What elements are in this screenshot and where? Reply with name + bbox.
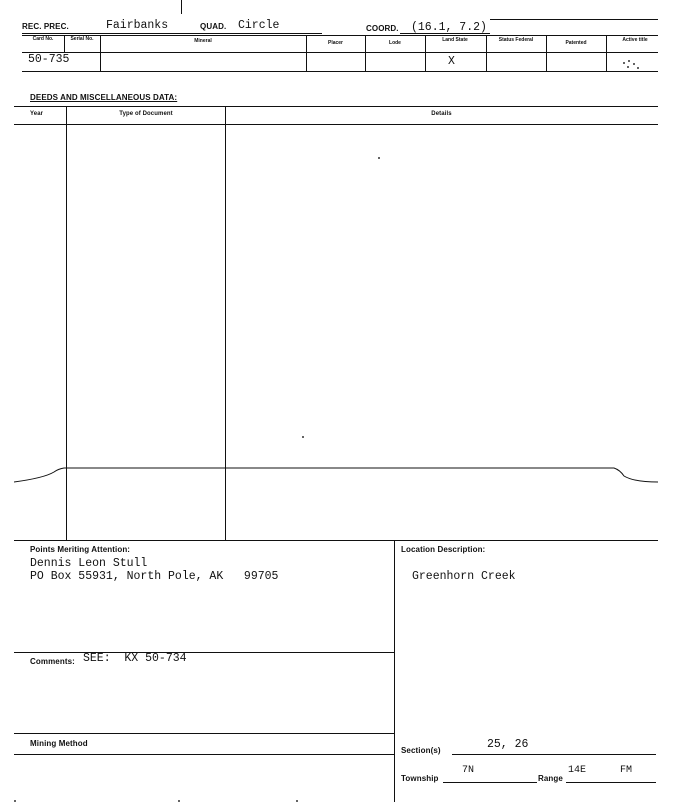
card-no-value: 50-735	[28, 53, 70, 66]
points-bottom-rule	[14, 652, 394, 653]
points-line-1: Dennis Leon Stull	[30, 557, 148, 570]
quad-value: Circle	[238, 19, 280, 32]
section-underline	[452, 754, 656, 755]
range-label: Range	[538, 774, 563, 783]
col-year: Year	[30, 111, 44, 117]
coord-label: COORD.	[366, 24, 399, 33]
coord-value: (16.1, 7.2)	[411, 21, 487, 34]
township-underline	[443, 782, 537, 783]
mining-method-label: Mining Method	[30, 739, 88, 748]
col-active-title: Active title	[622, 37, 648, 43]
bottom-divider	[394, 540, 395, 802]
stray-mark	[296, 800, 298, 802]
mining-bottom-rule	[14, 754, 394, 755]
section-label: Section(s)	[401, 746, 441, 755]
range-underline	[566, 782, 656, 783]
header-underline-left	[22, 33, 322, 34]
col-patented: Patented	[565, 40, 587, 46]
coord-underline	[400, 33, 490, 34]
rec-prec-value: Fairbanks	[106, 19, 169, 32]
location-value: Greenhorn Creek	[412, 570, 516, 583]
col-mineral: Mineral	[194, 38, 212, 44]
col-placer: Placer	[327, 40, 343, 46]
points-label: Points Meriting Attention:	[30, 545, 131, 554]
header-top-rule	[490, 19, 658, 20]
col-lode: Lode	[389, 40, 401, 46]
stray-mark	[302, 436, 304, 438]
col-type-of-document: Type of Document	[119, 111, 173, 117]
comments-value: SEE: KX 50-734	[83, 652, 187, 665]
township-value: 7N	[462, 765, 475, 776]
meridian-value: FM	[620, 765, 633, 776]
comments-label: Comments:	[30, 657, 75, 666]
scan-fold-line	[14, 460, 658, 490]
col-serial-no: Serial No.	[70, 36, 94, 42]
col-status-federal: Status Federal	[498, 37, 534, 43]
location-label: Location Description:	[401, 545, 486, 554]
deeds-section-title: DEEDS AND MISCELLANEOUS DATA:	[30, 93, 178, 102]
range-value: 14E	[568, 765, 587, 776]
section-value: 25, 26	[487, 738, 529, 751]
stray-mark	[378, 157, 380, 159]
comments-bottom-rule	[14, 733, 394, 734]
col-details: Details	[431, 111, 452, 117]
land-state-value: X	[448, 55, 455, 68]
col-card-no: Card No.	[32, 36, 54, 42]
rec-prec-label: REC. PREC.	[22, 22, 69, 31]
township-label: Township	[401, 774, 439, 783]
quad-label: QUAD.	[200, 22, 227, 31]
stray-mark	[178, 800, 180, 802]
binding-mark	[181, 0, 182, 14]
col-land-state: Land State	[442, 37, 468, 43]
stray-mark	[14, 800, 16, 802]
deeds-bottom-rule	[14, 540, 658, 541]
points-line-2: PO Box 55931, North Pole, AK 99705	[30, 570, 279, 583]
